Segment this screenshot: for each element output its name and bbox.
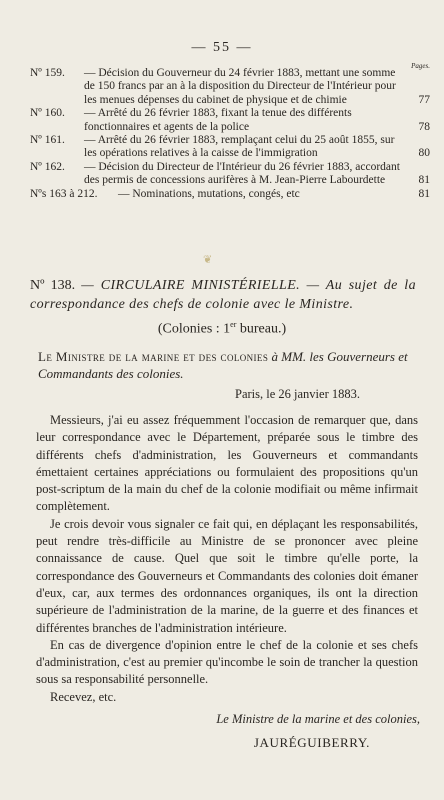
circular-heading <box>30 276 416 314</box>
table-of-contents <box>30 67 430 201</box>
toc-entry <box>30 134 430 161</box>
toc-entry-page: 81 <box>418 187 430 200</box>
author-label: Le Ministre de la marine et des colonies <box>38 349 269 364</box>
subtitle-superscript: er <box>230 320 237 329</box>
toc-entry <box>30 107 430 134</box>
toc-entry-page: 77 <box>418 93 430 106</box>
paragraph: Recevez, etc. <box>50 689 117 704</box>
toc-entry-text: — Arrêté du 26 février 1883, remplaçant celui du 25 août 1855, sur les opérations relatives à la caisse de l'immigration <box>84 134 395 160</box>
toc-entry-text: — Décision du Gouverneur du 24 février 1883, mettant une somme de 150 francs par an à la disposition du Directeur de l'Intérieur pour les menues dépenses du cabinet de physique et de chimie <box>84 67 396 106</box>
ornament-icon: ❦ <box>203 254 213 266</box>
circular-title: — CIRCULAIRE MINISTÉRIELLE. — Au sujet de la correspondance des chefs de colonie avec le Ministre. <box>30 278 416 312</box>
toc-entry-text: — Arrêté du 26 février 1883, fixant la tenue des différents fonctionnaires et agents de la police <box>84 107 352 133</box>
subtitle-text: (Colonies : 1 <box>157 321 231 337</box>
paragraph: Je crois devoir vous signaler ce fait qui, en déplaçant les responsabilités, peut rendre très-difficile au Ministre de se prononcer avec pleine connaissance de cause. Quel que soit le timbre qu'elle porte, la correspondance des Gouverneurs et Commandants des colonies doit émaner d'eux, car, aux termes des ordonnances organiques, ils ont la direction supérieure de l'administration de la marine, de la guerre et des finances et différentes branches de l'administration intérieure. <box>36 516 418 635</box>
toc-entry-text: — Décision du Directeur de l'Intérieur du 26 février 1883, accordant des permis de concessions aurifères à M. Jean-Pierre Labourdette <box>84 160 400 187</box>
addressee <box>38 348 418 382</box>
toc-entry-page: 81 <box>418 174 430 187</box>
toc-entry-number: Nº 160. <box>30 107 65 120</box>
signature-name: JAURÉGUIBERRY. <box>253 735 370 750</box>
toc-entry <box>30 67 430 107</box>
page-number: — 55 — <box>191 40 253 55</box>
letter-body <box>36 412 418 706</box>
paragraph: En cas de divergence d'opinion entre le chef de la colonie et ses chefs d'administration, c'est au premier qu'incombe le soin de trancher la question sous sa responsabilité personnelle. <box>36 637 418 687</box>
toc-entry-page: 80 <box>418 147 430 160</box>
toc-entry-number: Nº 161. <box>30 134 65 147</box>
toc-entry-number: Nº 159. <box>30 67 65 79</box>
toc-entry-number: Nºs 163 à 212. <box>30 187 98 200</box>
subtitle-text-end: bureau.) <box>236 321 287 337</box>
circular-number: Nº 138. <box>30 278 76 293</box>
toc-entry-page: 78 <box>418 120 430 133</box>
toc-entry-number: Nº 162. <box>30 160 65 173</box>
toc-entry-text: — Nominations, mutations, congés, etc <box>118 187 300 200</box>
toc-entry <box>30 161 430 188</box>
signature-title: Le Ministre de la marine et des colonies, <box>216 712 420 726</box>
pages-column-label: Pages. <box>411 62 430 70</box>
circular-subtitle <box>0 320 444 338</box>
recipients-label: à MM. les Gouverneurs et Commandants des colonies. <box>38 349 408 381</box>
toc-entry <box>30 188 430 201</box>
dateline: Paris, le 26 janvier 1883. <box>235 387 360 401</box>
paragraph: Messieurs, j'ai eu assez fréquemment l'occasion de remarquer que, dans leur correspondance avec le Département, préparée sous le timbre des différents chefs d'administration, les Gouverneurs et commandants émettaient certaines appréciations ou formulaient des propositions qu'un post-scriptum de la main du chef de la colonie modifiait ou même infirmait complètement. <box>36 413 418 514</box>
